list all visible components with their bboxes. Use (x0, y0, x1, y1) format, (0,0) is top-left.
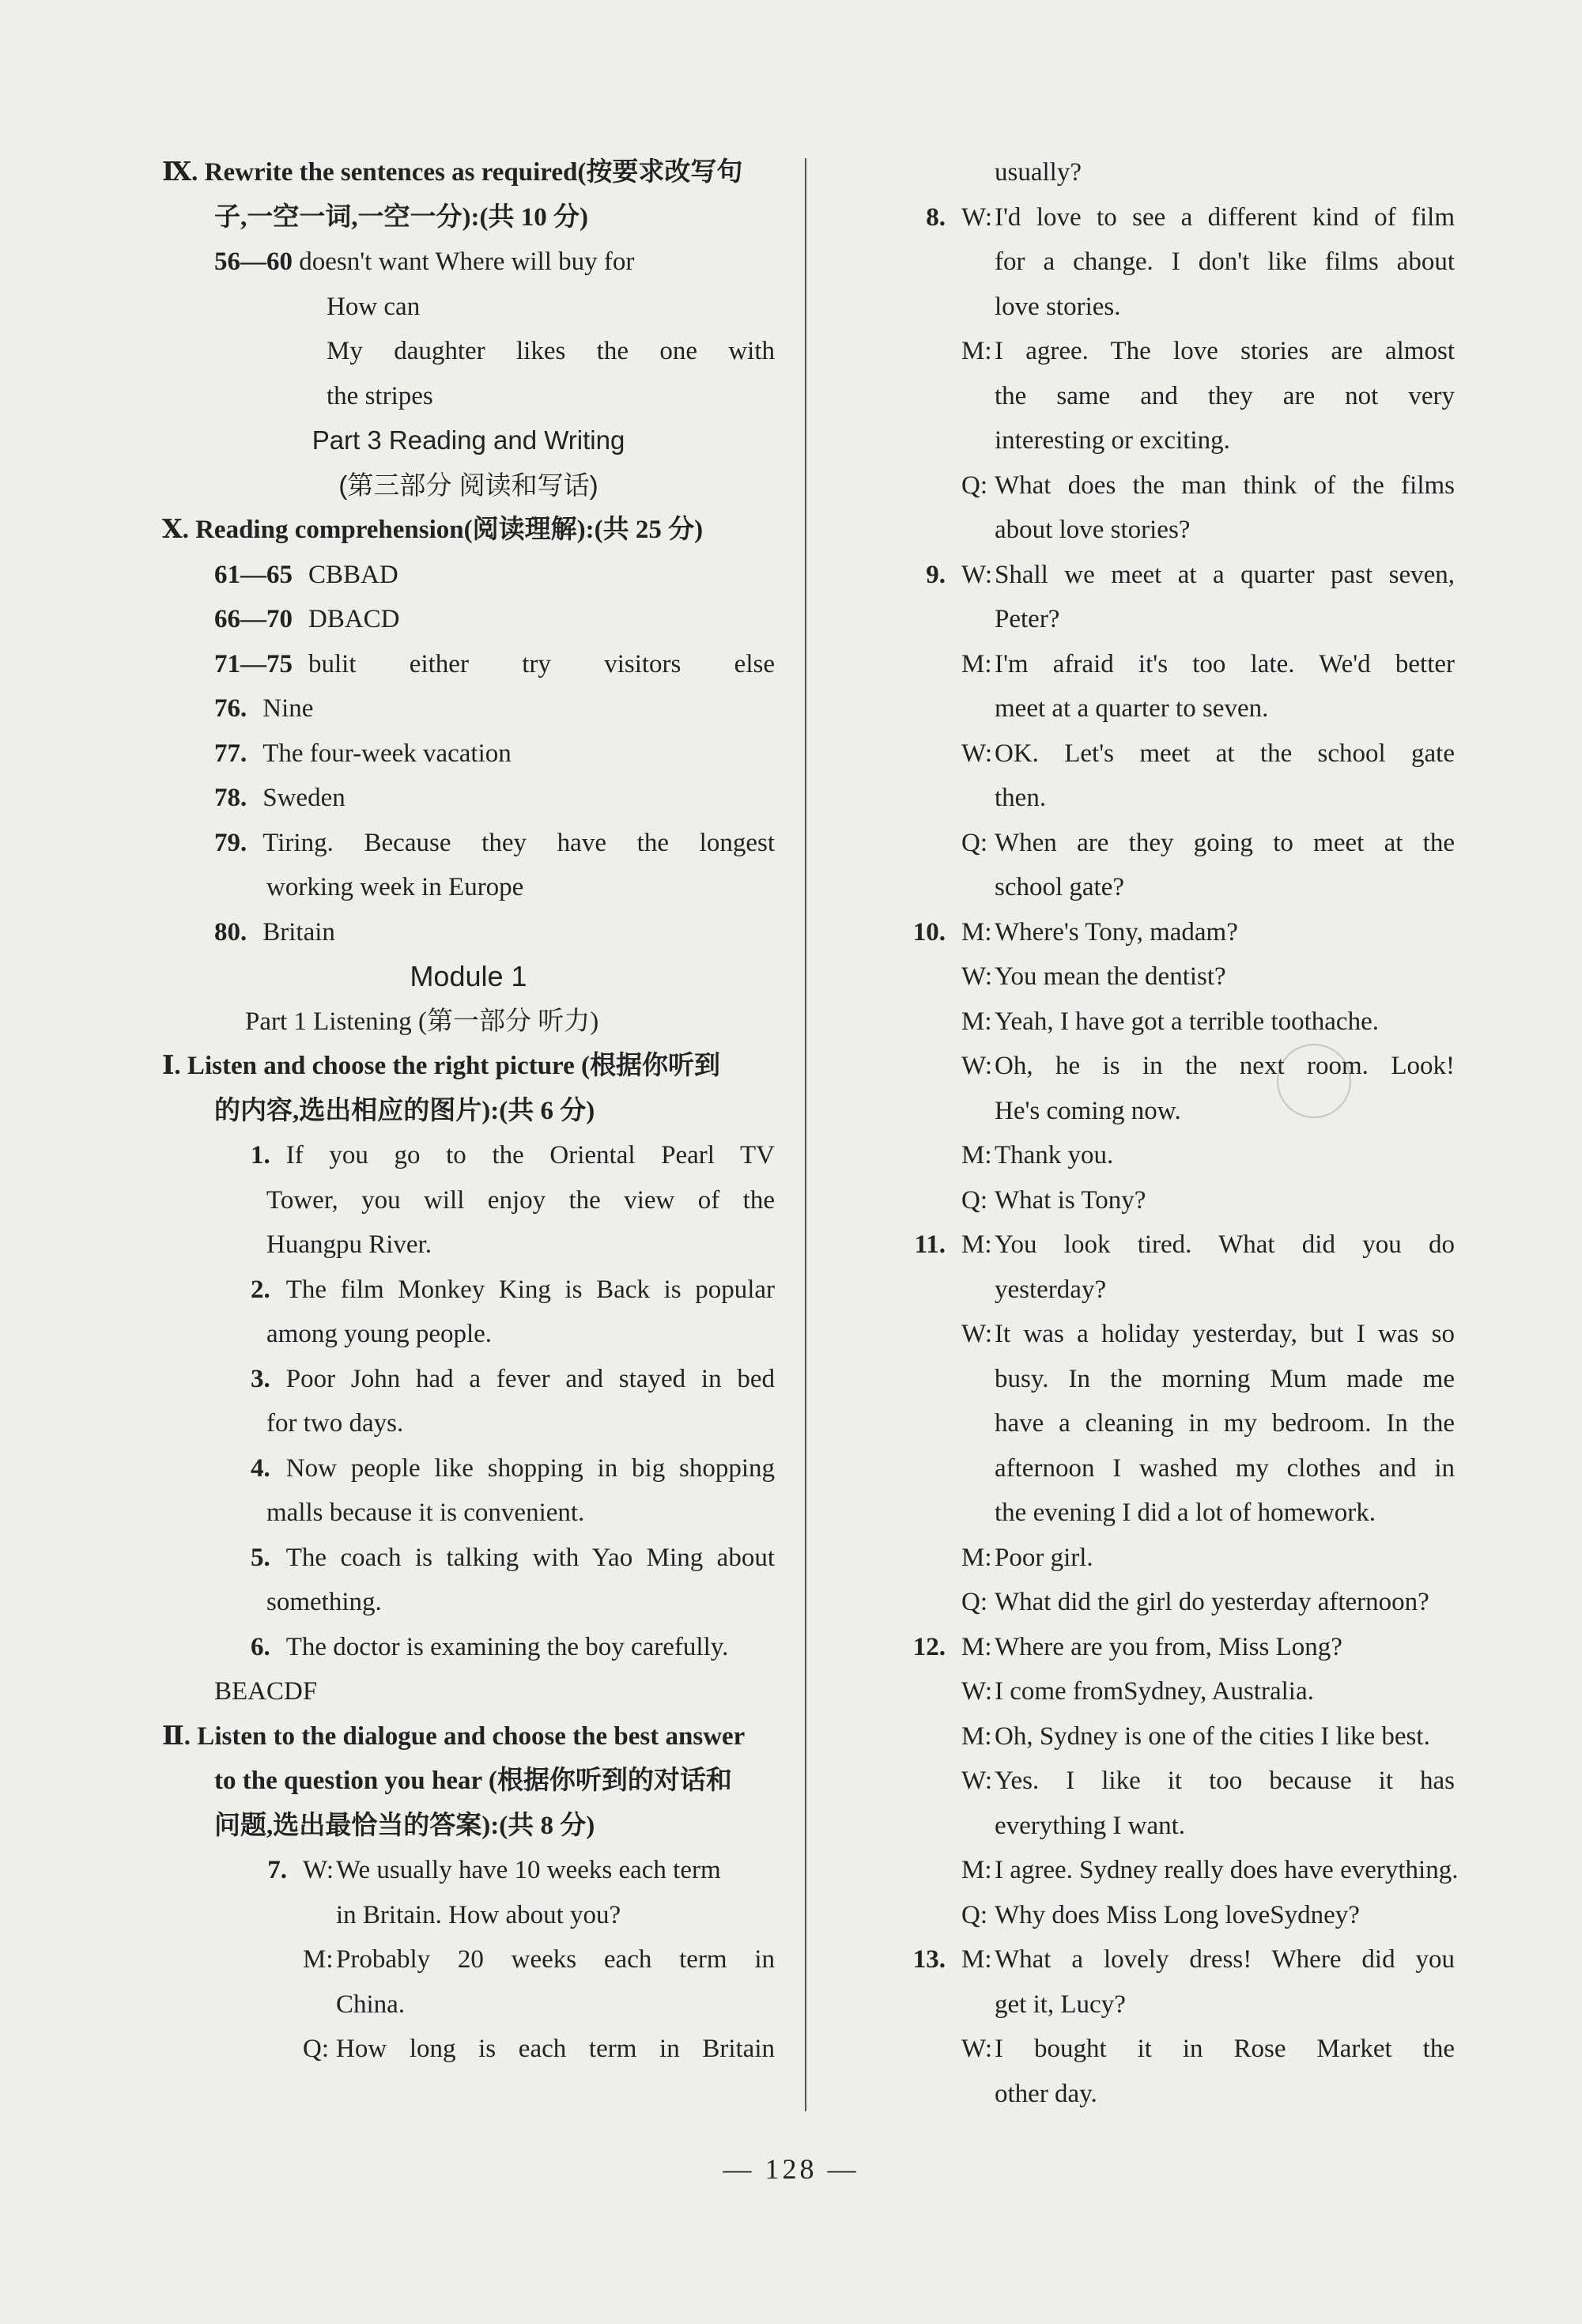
speaker-label: M: (961, 1721, 992, 1751)
speaker-label: Q: (961, 1185, 987, 1215)
text-line (893, 1937, 1455, 1982)
dialog-text: everything I want. (995, 1811, 1186, 1840)
text-line (162, 1446, 775, 1491)
item-number: 5. (251, 1543, 270, 1572)
dialog-text: You look tired. What did you do (995, 1230, 1455, 1259)
speaker-label: W: (961, 1677, 993, 1706)
item-number: 12. (912, 1632, 946, 1661)
text-line (893, 150, 1455, 195)
text-line (893, 1580, 1455, 1625)
left-column (162, 150, 775, 2072)
dialog-text: I bought it in Rose Market the (995, 2035, 1455, 2063)
dialog-text: When are they going to meet at the (995, 828, 1455, 857)
part-heading: Part 3 Reading and Writing (311, 425, 625, 455)
answer-text: bulit either try visitors else (308, 649, 775, 678)
dialog-text: the same and they are not very (995, 381, 1455, 410)
text-line (893, 195, 1455, 240)
speaker-label: M: (961, 337, 992, 365)
text-line (893, 865, 1455, 910)
text-line (893, 1000, 1455, 1045)
dialog-text: then. (995, 784, 1047, 812)
speaker-label: M: (961, 1230, 992, 1259)
answer-text: Britain (262, 917, 335, 947)
text-line (893, 2027, 1455, 2072)
speaker-label: M: (303, 1945, 334, 1974)
text-line (893, 642, 1455, 687)
text-line (162, 1133, 775, 1178)
text-line (893, 1446, 1455, 1491)
text-line (893, 329, 1455, 374)
text-line (893, 731, 1455, 777)
answer-text: The film Monkey King is Back is popular (285, 1275, 775, 1304)
dialog-text: Why does Miss Long loveSydney? (995, 1900, 1360, 1929)
text-line (893, 1401, 1455, 1446)
text-line (893, 686, 1455, 731)
text-line (893, 1089, 1455, 1134)
text-line (893, 1893, 1455, 1938)
section-heading: Ⅰ. Listen and choose the right picture (根据你听到 (162, 1052, 720, 1080)
section-heading: Ⅹ. Reading comprehension(阅读理解):(共 25 分) (162, 516, 704, 544)
dialog-text: What did the girl do yesterday afternoon? (995, 1588, 1429, 1616)
text-line (162, 1357, 775, 1402)
text-line (162, 553, 775, 598)
section-heading: Ⅱ. Listen to the dialogue and choose the best answer (162, 1721, 746, 1751)
text-line (893, 954, 1455, 1000)
page-number: — 128 — (723, 2153, 859, 2185)
text-line (162, 1089, 775, 1134)
text-line (162, 1848, 775, 1893)
dialog-text: school gate? (995, 873, 1125, 901)
text-line (893, 374, 1455, 419)
text-line (162, 508, 775, 553)
dialog-text: What is Tony? (995, 1185, 1146, 1215)
answer-text: Poor John had a fever and stayed in bed (285, 1364, 775, 1393)
text-line (162, 195, 775, 240)
dialog-text: get it, Lucy? (995, 1990, 1126, 2019)
answer-text: CBBAD (308, 560, 398, 589)
answer-text: Nine (262, 694, 314, 723)
text-line: Part 1 Listening (第一部分 听力) (245, 1007, 599, 1036)
speaker-label: W: (303, 1856, 334, 1884)
section-heading: 问题,选出最恰当的答案):(共 8 分) (214, 1811, 595, 1840)
text-line (162, 1268, 775, 1313)
text-line (893, 1133, 1455, 1178)
item-number: 3. (251, 1364, 270, 1393)
text-line (893, 1714, 1455, 1759)
text-line (893, 1357, 1455, 1402)
text-line (162, 2027, 775, 2072)
speaker-label: M: (961, 649, 992, 678)
item-number: 78. (214, 784, 247, 812)
dialog-text: I come fromSydney, Australia. (995, 1677, 1314, 1706)
speaker-label: W: (961, 202, 993, 232)
speaker-label: W: (961, 560, 993, 589)
section-heading: Ⅸ. Rewrite the sentences as required(按要求改写句 (162, 158, 743, 187)
dialog-text: I'm afraid it's too late. We'd better (995, 649, 1455, 678)
speaker-label: M: (961, 1632, 992, 1661)
dialog-text: meet at a quarter to seven. (995, 694, 1269, 723)
answer-text: Sweden (262, 784, 345, 812)
speaker-label: M: (961, 1856, 992, 1884)
text-line (893, 597, 1455, 642)
item-number: 11. (914, 1230, 946, 1259)
section-heading: to the question you hear (根据你听到的对话和 (214, 1767, 732, 1795)
text-line (893, 553, 1455, 598)
section-heading: 的内容,选出相应的图片):(共 6 分) (214, 1096, 595, 1125)
column-divider (805, 158, 806, 2111)
dialog-text: He's coming now. (995, 1096, 1181, 1125)
item-number: 7. (267, 1856, 287, 1884)
speaker-label: Q: (961, 1900, 987, 1929)
text-line: Tower, you will enjoy the view of the (266, 1185, 775, 1215)
text-line (893, 463, 1455, 508)
speaker-label: Q: (303, 2035, 329, 2063)
speaker-label: W: (961, 739, 993, 768)
dialog-text: Peter? (995, 605, 1060, 633)
text-line: My daughter likes the one with (327, 337, 775, 365)
dialog-text: busy. In the morning Mum made me (995, 1364, 1455, 1393)
answer-text: DBACD (308, 605, 400, 633)
text-line (893, 1491, 1455, 1536)
text-line (893, 1222, 1455, 1268)
text-line (162, 1937, 775, 1982)
text-line (162, 821, 775, 866)
answer-text: The doctor is examining the boy carefully. (285, 1632, 729, 1661)
text-line (893, 910, 1455, 955)
dialog-text: Probably 20 weeks each term in (336, 1945, 775, 1974)
text-line: Huangpu River. (266, 1230, 432, 1259)
answer-text: Now people like shopping in big shopping (285, 1453, 775, 1483)
text-line: for two days. (266, 1409, 404, 1438)
answer-text: If you go to the Oriental Pearl TV (285, 1141, 775, 1170)
dialog-text: have a cleaning in my bedroom. In the (995, 1409, 1455, 1438)
answer-text: doesn't want Where will buy for (293, 248, 635, 276)
answer-text: The coach is talking with Yao Ming about (285, 1543, 775, 1572)
item-number: 66—70 (214, 605, 293, 633)
text-line (162, 1893, 775, 1938)
item-number: 77. (214, 739, 247, 768)
dialog-text: afternoon I washed my clothes and in (995, 1453, 1455, 1483)
speaker-label: M: (961, 1945, 992, 1974)
dialog-text: the evening I did a lot of homework. (995, 1498, 1376, 1527)
dialog-text: What a lovely dress! Where did you (995, 1945, 1455, 1974)
text-line (893, 1759, 1455, 1804)
item-number: 80. (214, 917, 247, 947)
dialog-text: I'd love to see a different kind of film (995, 202, 1455, 232)
text-line (162, 776, 775, 821)
answer-text: The four-week vacation (262, 739, 512, 768)
text-line: malls because it is convenient. (266, 1498, 585, 1527)
dialog-text: Oh, he is in the next room. Look! (995, 1052, 1455, 1080)
text-line (893, 1848, 1459, 1893)
section-heading: 子,一空一词,一空一分):(共 10 分) (214, 202, 588, 232)
text-line (162, 1625, 775, 1670)
dialog-text: for a change. I don't like films about (995, 248, 1455, 276)
text-line (893, 1982, 1455, 2027)
dialog-text: It was a holiday yesterday, but I was so (995, 1320, 1455, 1348)
dialog-text: love stories. (995, 292, 1121, 321)
speaker-label: M: (961, 1141, 992, 1170)
speaker-label: M: (961, 1543, 992, 1572)
module-title: Module 1 (410, 960, 527, 992)
dialog-text: in Britain. How about you? (336, 1900, 621, 1929)
text-line: BEACDF (214, 1677, 318, 1706)
right-column (893, 150, 1459, 2116)
text-line (162, 1714, 775, 1759)
speaker-label: Q: (961, 828, 987, 857)
dialog-text: Yeah, I have got a terrible toothache. (995, 1007, 1379, 1036)
speaker-label: W: (961, 1767, 993, 1795)
text-line (893, 1044, 1455, 1089)
dialog-text: about love stories? (995, 516, 1191, 544)
dialog-text: What does the man think of the films (995, 470, 1455, 500)
text-line (893, 1312, 1455, 1357)
text-line (893, 2072, 1455, 2117)
text-line (162, 686, 775, 731)
text-line (893, 508, 1455, 553)
dialog-text: China. (336, 1990, 406, 2019)
item-number: 10. (912, 917, 946, 947)
text-line (893, 1669, 1455, 1714)
dialog-text: I agree. Sydney really does have everything. (995, 1856, 1459, 1884)
item-number: 9. (926, 560, 946, 589)
item-number: 61—65 (214, 560, 293, 589)
item-number: 76. (214, 694, 247, 723)
text-line (162, 150, 775, 195)
text-line (162, 1804, 775, 1849)
speaker-label: W: (961, 1320, 993, 1348)
text-line (893, 776, 1455, 821)
item-number: 8. (926, 202, 946, 232)
text-line (162, 642, 775, 687)
text-line (162, 597, 775, 642)
text-line (162, 1044, 775, 1089)
text-line (162, 910, 775, 955)
dialog-text: yesterday? (995, 1275, 1107, 1304)
speaker-label: W: (961, 2035, 993, 2063)
part-heading: (第三部分 阅读和写话) (338, 470, 598, 500)
dialog-text: other day. (995, 2079, 1097, 2108)
text-line: the stripes (327, 381, 433, 410)
answer-text: Tiring. Because they have the longest (262, 828, 775, 857)
dialog-text: Shall we meet at a quarter past seven, (995, 560, 1455, 589)
dialog-text: OK. Let's meet at the school gate (995, 739, 1455, 768)
text-line (893, 1268, 1455, 1313)
text-line (893, 240, 1455, 285)
speaker-label: Q: (961, 1588, 987, 1616)
dialog-text: Yes. I like it too because it has (995, 1767, 1455, 1795)
speaker-label: M: (961, 917, 992, 947)
item-number: 1. (251, 1141, 270, 1170)
item-number: 4. (251, 1453, 270, 1483)
item-number: 13. (912, 1945, 946, 1974)
text-line: working week in Europe (266, 873, 524, 901)
text-line (162, 1982, 775, 2027)
faint-stamp-mark (1277, 1044, 1351, 1118)
text-line (162, 731, 775, 777)
dialog-text: How long is each term in Britain (336, 2035, 775, 2063)
text-line (893, 821, 1455, 866)
dialog-text: Poor girl. (995, 1543, 1093, 1572)
item-number: 71—75 (214, 649, 293, 678)
item-number: 6. (251, 1632, 270, 1661)
dialog-text: Where's Tony, madam? (995, 917, 1238, 947)
speaker-label: M: (961, 1007, 992, 1036)
dialog-text: Where are you from, Miss Long? (995, 1632, 1342, 1661)
item-number: 56—60 (214, 248, 293, 276)
text-line (893, 1804, 1455, 1849)
speaker-label: Q: (961, 470, 987, 500)
dialog-text: Thank you. (995, 1141, 1114, 1170)
dialog-text: usually? (995, 158, 1082, 187)
text-line: something. (266, 1588, 382, 1616)
dialog-text: Oh, Sydney is one of the cities I like best. (995, 1721, 1430, 1751)
text-line: How can (327, 292, 421, 321)
text-line (162, 1536, 775, 1581)
item-number: 2. (251, 1275, 270, 1304)
dialog-text: interesting or exciting. (995, 426, 1230, 455)
speaker-label: W: (961, 962, 993, 991)
text-line (162, 1759, 775, 1804)
text-line (893, 1536, 1455, 1581)
dialog-text: You mean the dentist? (995, 962, 1226, 991)
dialog-text: I agree. The love stories are almost (995, 337, 1455, 365)
speaker-label: W: (961, 1052, 993, 1080)
text-line: among young people. (266, 1320, 493, 1348)
text-line (893, 1625, 1455, 1670)
text-line (893, 418, 1455, 463)
dialog-text: We usually have 10 weeks each term (336, 1856, 721, 1884)
item-number: 79. (214, 828, 247, 857)
text-line (162, 240, 775, 285)
text-line (893, 285, 1455, 330)
text-line (893, 1178, 1455, 1223)
